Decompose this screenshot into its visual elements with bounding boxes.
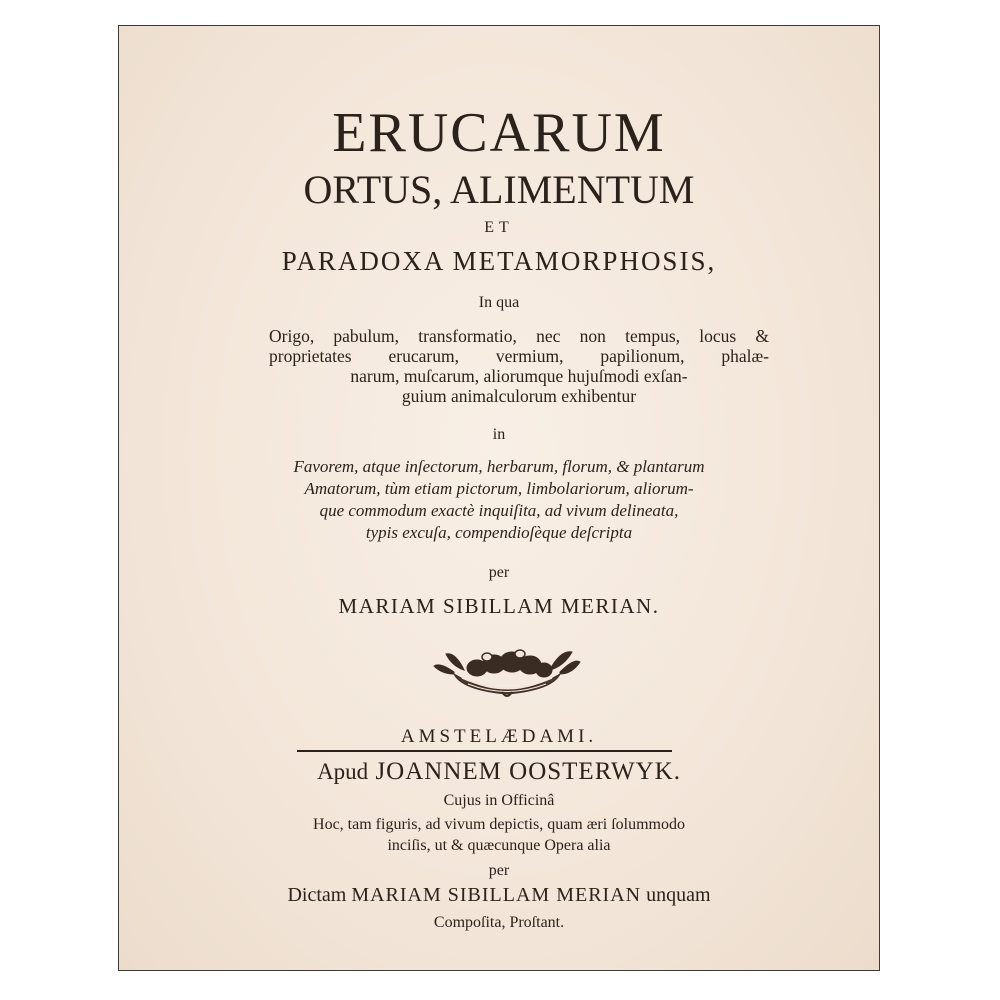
dedication-line: Favorem, atque inſectorum, herbarum, florum, & plantarum: [293, 457, 705, 476]
dedication-block: [119, 456, 879, 544]
imprint-dictam: [119, 884, 879, 907]
imprint-hoc: Hoc, tam figuris, ad vivum depictis, quam æri ſolummodo: [313, 816, 685, 833]
apud-text: Apud: [317, 759, 369, 784]
fruit-basket-ornament-icon: [432, 644, 582, 702]
description-line: guium animalculorum exhibentur: [401, 386, 637, 406]
description-line: Origo, pabulum, transformatio, nec non tempus, locus &: [269, 326, 769, 346]
unquam-text: unquam: [646, 884, 711, 906]
imprint-per: per: [488, 862, 510, 879]
description-line: narum, muſcarum, aliorumque hujuſmodi exſan-: [350, 366, 688, 386]
description-line: proprietates erucarum, vermium, papilionum, phalæ-: [269, 346, 769, 366]
in-text: in: [492, 426, 506, 443]
title-line-3: PARADOXA METAMORPHOSIS,: [281, 246, 717, 276]
title-conjunction: ET: [484, 219, 514, 236]
in-qua-text: In qua: [478, 294, 520, 311]
title-page: [118, 25, 880, 971]
imprint-publisher: [119, 758, 879, 786]
dedication-line: typis excuſa, compendioſèque deſcripta: [365, 523, 633, 542]
title-line-1: ERUCARUM: [332, 102, 666, 164]
imprint-cujus: Cujus in Officinâ: [443, 792, 555, 809]
description-block: [269, 326, 769, 406]
dedication-line: Amatorum, tùm etiam pictorum, limbolariorum, aliorum-: [304, 479, 694, 498]
imprint-composita: Compoſita, Proſtant.: [433, 914, 565, 931]
dictam-author-name: MARIAM SIBILLAM MERIAN: [351, 884, 642, 906]
imprint-city: AMSTELÆDAMI.: [400, 726, 598, 747]
divider-rule: [297, 750, 672, 752]
title-line-2: ORTUS, ALIMENTUM: [303, 167, 695, 212]
per-text: per: [488, 564, 510, 581]
dictam-text: Dictam: [287, 884, 347, 906]
dedication-line: que commodum exactè inquiſita, ad vivum delineata,: [319, 501, 679, 520]
author-name: MARIAM SIBILLAM MERIAN.: [338, 594, 660, 618]
imprint-incisis: inciſis, ut & quæcunque Opera alia: [387, 837, 611, 854]
publisher-name: JOANNEM OOSTERWYK.: [375, 758, 681, 785]
